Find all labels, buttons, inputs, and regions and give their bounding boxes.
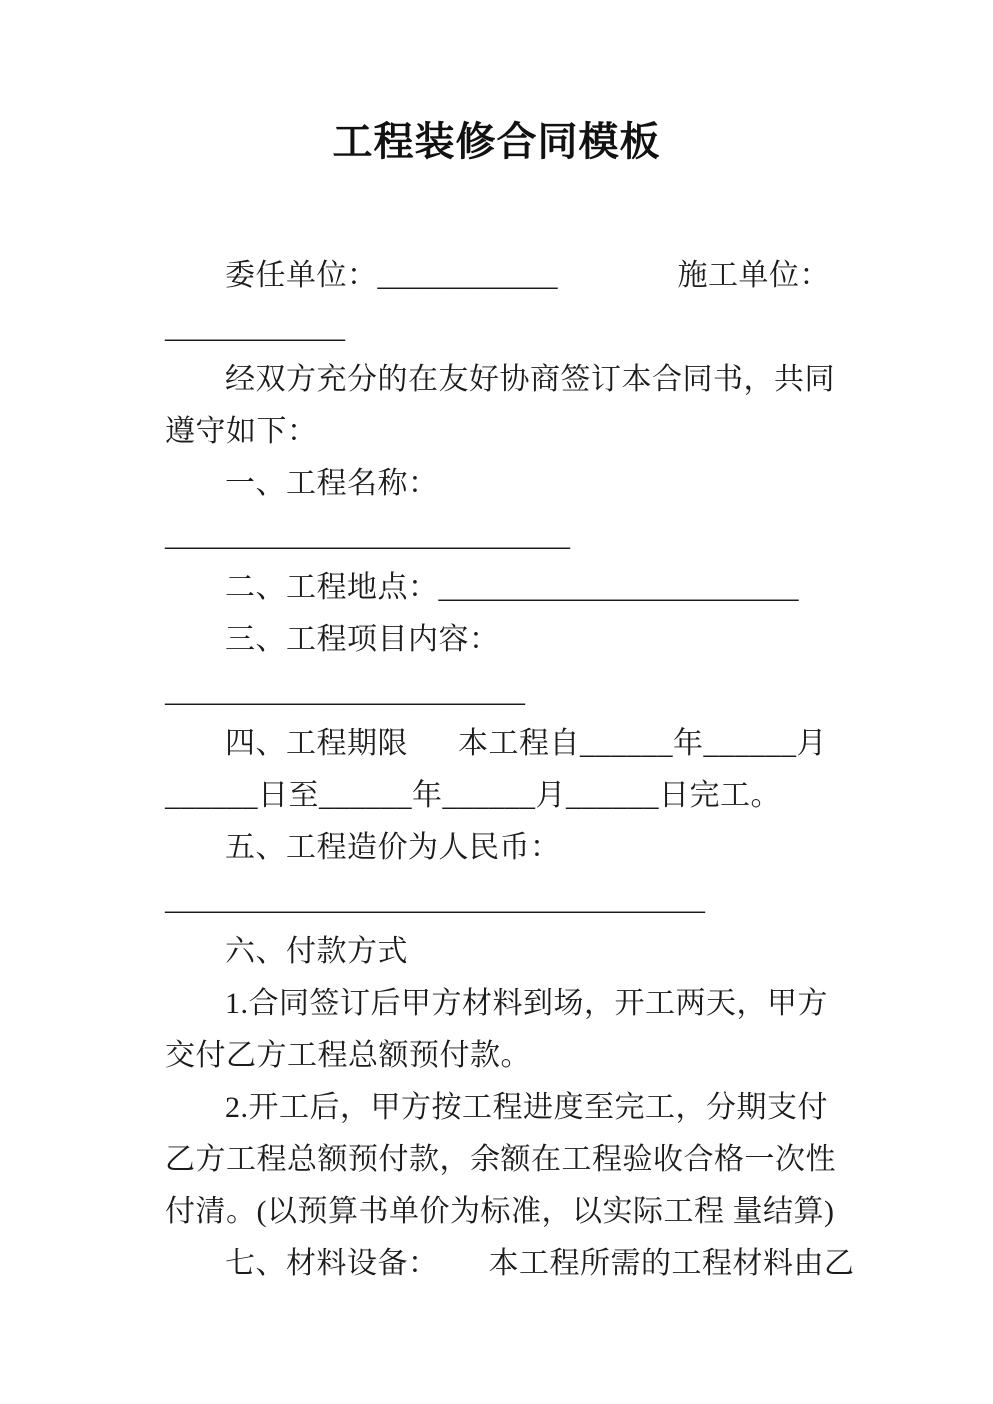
contractor-unit-label: 施工单位： — [677, 259, 830, 292]
item7-line — [165, 1238, 973, 1290]
item6-clause1-text-2: 交付乙方工程总额预付款。 — [165, 1039, 531, 1072]
item4-line-1 — [165, 718, 973, 770]
item5-blank-line — [165, 874, 973, 926]
item4-label: 四、工程期限 — [225, 727, 408, 760]
item6-clause2-line-1 — [165, 1082, 973, 1134]
contractor-unit-blank: ____________ — [165, 311, 345, 344]
item1-line — [165, 458, 973, 510]
item7-label: 七、材料设备： — [225, 1247, 439, 1280]
item7-text: 本工程所需的工程材料由乙 — [488, 1247, 855, 1280]
item3-label: 三、工程项目内容： — [225, 623, 500, 656]
item1-label: 一、工程名称： — [225, 467, 439, 500]
parties-line — [165, 250, 973, 302]
intro-line-1 — [165, 354, 973, 406]
item1-blank-line — [165, 510, 973, 562]
item6-clause2-text-1: 2.开工后，甲方按工程进度至完工，分期支付 — [225, 1091, 828, 1124]
intro-line-2 — [165, 406, 973, 458]
item6-clause1-line-2 — [165, 1030, 973, 1082]
item2-blank: ________________________ — [438, 571, 799, 604]
item5-line — [165, 822, 973, 874]
item3-blank: ________________________ — [165, 675, 525, 708]
item5-label: 五、工程造价为人民币： — [225, 831, 561, 864]
item6-clause2-line-2 — [165, 1134, 973, 1186]
item3-line — [165, 614, 973, 666]
item1-blank: ___________________________ — [165, 519, 570, 552]
item2-line — [165, 562, 973, 614]
intro-text-1: 经双方充分的在友好协商签订本合同书，共同 — [225, 363, 835, 396]
item4-start-date-text: 本工程自______年______月 — [458, 727, 827, 760]
item5-blank: ____________________________________ — [165, 883, 705, 916]
contractor-blank-line — [165, 302, 973, 354]
item6-clause2-text-2: 乙方工程总额预付款，余额在工程验收合格一次性 — [165, 1143, 836, 1176]
item2-label: 二、工程地点： — [225, 571, 439, 604]
item6-line — [165, 926, 973, 978]
item4-end-date-text: ______日至______年______月______日完工。 — [165, 779, 781, 812]
item4-line-2 — [165, 770, 973, 822]
client-unit-blank: ____________ — [377, 259, 558, 292]
item3-blank-line — [165, 666, 973, 718]
item6-clause2-line-3 — [165, 1186, 973, 1238]
item6-label: 六、付款方式 — [225, 935, 408, 968]
item6-clause1-line-1 — [165, 978, 973, 1030]
document-title: 工程装修合同模板 — [332, 120, 661, 164]
item6-clause1-text-1: 1.合同签订后甲方材料到场，开工两天，甲方 — [225, 987, 828, 1020]
intro-text-2: 遵守如下： — [165, 415, 318, 448]
client-unit-label: 委任单位： — [225, 259, 378, 292]
document-body — [0, 250, 993, 1290]
item6-clause2-text-3: 付清。(以预算书单价为标准，以实际工程 量结算) — [165, 1195, 835, 1228]
